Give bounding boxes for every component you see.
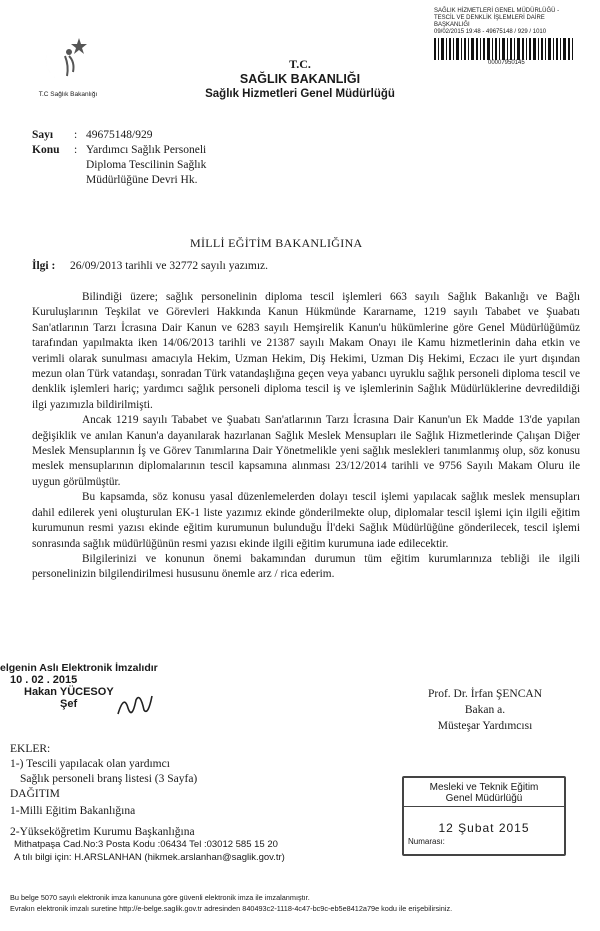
barcode-line: TESCİL VE DENKLİK İŞLEMLERİ DAİRE: [434, 15, 545, 21]
esign-name: Hakan YÜCESOY: [24, 686, 114, 698]
signatory-on-behalf: Bakan a.: [464, 704, 506, 716]
attachments-block: [10, 742, 370, 840]
barcode-number: 00007950145: [488, 60, 525, 66]
contact-address: Mithatpaşa Cad.No:3 Posta Kodu :06434 Tel :03012 585 15 20: [14, 839, 278, 850]
contact-block: [14, 838, 414, 864]
attachments-label: EKLER:: [10, 743, 51, 755]
esign-title: Şef: [60, 698, 78, 710]
sayi-row: Sayı : 49675148/929: [32, 129, 153, 141]
paragraph: Ancak 1219 sayılı Tababet ve Şuabatı San'atlarının Tarzı İcrasına Dair Kanun'un Ek Madde 13'de yapılan değişiklik ve anılan Kanun'a dayanılarak hazırlanan Sağlık Meslek Mensupları ile Sağlık Hizmetlerinde Çalışan Diğer Meslek Mensuplarının İş ve Görev Tanımlarına Dair Yönetmelikle yeni sağlık meslekleri tanımlanmış olup, söz konusu meslek mensuplarının diplomalarının tescil kapsamına alınması 23/12/2014 tarihli ve 9756 Sayılı Makam Oluru ile uygun görülmüştür.: [32, 414, 580, 488]
footer-line: Bu belge 5070 sayılı elektronik imza kanununa göre güvenli elektronik imza ile imzalanmıştır.: [10, 893, 310, 902]
stamp-line2: Genel Müdürlüğü: [404, 793, 564, 807]
signatory-title: Müsteşar Yardımcısı: [437, 720, 533, 732]
esign-date: 10 . 02 . 2015: [10, 674, 78, 686]
stamp-date: 12 Şubat 2015: [438, 821, 530, 835]
footer-line: Evrakın elektronik imzalı suretine http://e-belge.saglik.gov.tr adresinden 840493c2-1118-4c47-bc9c-eb5e8412a79e kodu ile erişebilirsiniz.: [10, 904, 453, 913]
attachment-item: 1-) Tescili yapılacak olan yardımcı: [10, 758, 170, 770]
distribution-item: 1-Milli Eğitim Bakanlığına: [10, 805, 136, 817]
ilgi-label: İlgi :: [32, 260, 56, 272]
barcode-line: SAĞLIK HİZMETLERİ GENEL MÜDÜRLÜĞÜ -: [434, 8, 560, 14]
ilgi-row: [32, 260, 268, 272]
signatory-name: Prof. Dr. İrfan ŞENCAN: [427, 688, 543, 700]
department-title: Sağlık Hizmetleri Genel Müdürlüğü: [205, 88, 395, 100]
contact-info: A tılı bilgi için: H.ARSLANHAN (hikmek.arslanhan@saglik.gov.tr): [14, 852, 285, 863]
logo-caption: T.C Sağlık Bakanlığı: [38, 91, 98, 98]
attachment-item: Sağlık personeli branş listesi (3 Sayfa): [20, 773, 198, 785]
sayi-value: 49675148/929: [86, 129, 153, 141]
paragraph: Bilgilerinizi ve konunun önemi bakamından durumun tüm eğitim kurumlarınıza tebliği ile ilgili personelinizin bilgilendirilmesi hususunu önemle arz / rica ederim.: [32, 552, 580, 581]
recipient: MİLLİ EĞİTİM BAKANLIĞINA: [190, 236, 363, 250]
footer: [10, 892, 594, 914]
konu-value: Yardımcı Sağlık Personeli Diploma Tescilinin Sağlık Müdürlüğüne Devri Hk.: [86, 144, 207, 186]
signatory-block: [395, 686, 575, 734]
esign-note: elgenin Aslı Elektronik İmzalıdır: [0, 662, 158, 674]
paragraph: Bilindiği üzere; sağlık personelinin diploma tescil işlemleri 663 sayılı Sağlık Bakanlığı ve Bağlı Kuruluşlarının Teşkilat ve Görevleri Hakkında Kanun Hükmünde Kararname, 1219 sayılı Tababet ve Şuabatı San'atlarının Tarzı İcrasına Dair Kanun ve 6283 sayılı Hemşirelik Kanun'u hükümlerine göre Genel Müdürlüğümüz tarafından yapılmakta iken 14/06/2013 tarihli ve 21387 sayılı Makam Onayı ile Kamu hizmetlerinin daha etkin ve verimli olarak sunulması amacıyla Hekim, Uzman Hekim, Diş Hekimi, Uzman Diş Hekimi, Eczacı ile yurt dışından mezun olan Türk vatandaşı, sonradan Türk vatandaşlığına geçen veya yabancı uyruklu sağlık personeli diploma tescil ve denklik işlemleri hariç; yardımcı sağlık personeli diploma tescil iş ve işlemlerinin Sağlık Müdürlüklerine devredildiği ilgi yazımızla bildirilmişti.: [32, 291, 580, 411]
barcode-icon: [434, 38, 574, 60]
ministry-title: SAĞLIK BAKANLIĞI: [239, 72, 361, 86]
paragraph: Bu kapsamda, söz konusu yasal düzenlemelerden dolayı tescil işlemi yapılacak sağlık meslek mensupları dahil edilerek yeni oluşturulan EK-1 liste yazımız ekinde gönderilmekte olup, diplomalar tescil işlemi için ilgili eğitim kurumunun resmi yazısı ekinde eğitim kurumunun bulunduğu İl'deki Sağlık Müdürlüğüne gönderilecek, tescil işlemi sonrasında sağlık müdürlüğünün resmi yazısı ekinde ilgili eğitim kurumuna iade edilecektir.: [32, 491, 580, 550]
barcode-line: BAŞKANLIĞI: [434, 22, 470, 28]
stamp-line1: Mesleki ve Teknik Eğitim: [429, 782, 539, 793]
barcode-line: 09/02/2015 19:48 - 49675148 / 929 / 1010: [434, 29, 547, 35]
stamp-numara: Numarası:: [408, 837, 445, 846]
esign-block: [0, 662, 200, 710]
ilgi-text: 26/09/2013 tarihli ve 32772 sayılı yazımız.: [70, 260, 269, 272]
sayi-label: Sayı: [32, 129, 54, 141]
barcode-block: [434, 8, 594, 67]
distribution-label: DAĞITIM: [10, 788, 60, 800]
distribution-item: 2-Yükseköğretim Kurumu Başkanlığına: [10, 826, 195, 838]
ministry-logo: [28, 32, 108, 98]
letterhead: [180, 57, 420, 102]
received-stamp: [402, 776, 566, 856]
handwritten-signature: [114, 690, 154, 720]
country-title: T.C.: [289, 57, 311, 71]
konu-row: Konu : Yardımcı Sağlık Personeli Diploma Tescilinin Sağlık Müdürlüğüne Devri Hk.: [32, 144, 207, 186]
crescent-star-icon: [41, 32, 95, 88]
document-meta: [32, 128, 332, 188]
letter-body: [32, 290, 580, 583]
konu-label: Konu: [32, 144, 60, 156]
